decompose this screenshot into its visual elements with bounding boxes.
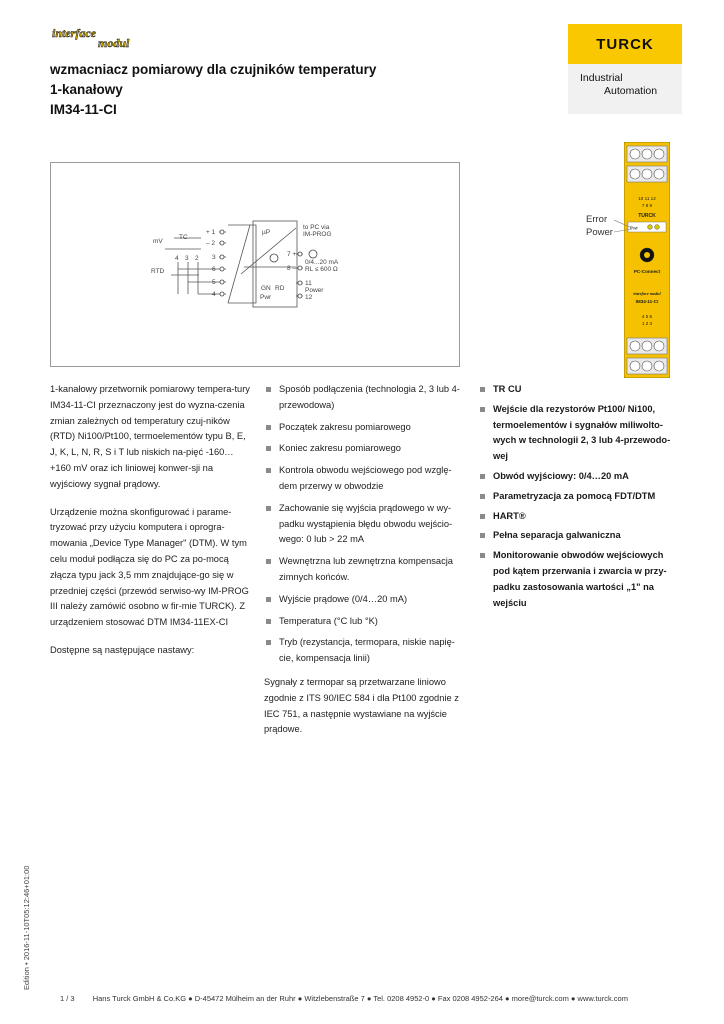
device-brand: TURCK [638,213,656,219]
bullet-icon [266,387,271,392]
bullet-icon [266,506,271,511]
led-error-icon [648,225,653,230]
list-item: Monitorowanie obwodów wejściowych pod kątem przerwania i zwarcia w przy-padku zastosowania wartości „1" na wejściu [478,548,678,611]
industrial-automation-label [568,64,682,114]
bullet-icon [480,407,485,412]
terminal-4: 4 [212,291,216,298]
label-rtd: RTD [151,268,165,275]
device-top-nums-2: 7 8 9 [641,203,653,208]
label-up: µP [262,229,271,236]
label-mv: mV [153,238,163,245]
page-title [50,60,376,120]
terminal-5: 5 [212,279,216,286]
label-output-range: 0/4...20 mA [305,259,339,266]
label-r4: 4 [175,255,179,262]
edition-stamp: Edition • 2016-11-10T05:12:46+01:00 [22,865,31,990]
turck-logo [568,24,682,64]
device-top-nums-1: 10 11 12 [638,196,656,201]
list-item: Tryb (rezystancja, termopara, niskie napię-cie, kompensacja linii) [264,635,468,667]
label-rl: RL ≤ 600 Ω [305,266,338,273]
page-footer [60,994,628,1003]
list-item: Wejście dla rezystorów Pt100/ Ni100, termoelementów i sygnałów miliwolto-wych w technologii 2, 3 lub 4-przewodo-wej [478,402,678,465]
list-item: Sposób podłączenia (technologia 2, 3 lub 4-przewodowa) [264,382,468,414]
bullet-icon [480,553,485,558]
terminal-2: – 2 [206,240,216,247]
bullet-icon [266,619,271,624]
device-brand-small: interface modul [633,291,661,296]
list-item: HART® [478,509,678,525]
bullet-icon [480,494,485,499]
bullet-icon [480,514,485,519]
device-bot-nums-2: 1 2 3 [641,321,653,326]
list-item: Zachowanie się wyjścia prądowego w wy-padku wystąpienia błędu obwodu wejścio-wego: 0 lub > 22 mA [264,501,468,548]
legend-error: Error [586,214,608,225]
description-paragraph-3: Dostępne są następujące nastawy: [50,644,195,655]
bullet-icon [480,533,485,538]
list-item: TR CU [478,382,678,398]
device-pc-connect: PC-Connect [633,269,661,274]
svg-text:interface: interface [52,26,96,40]
description-paragraph-1: 1-kanałowy przetwornik pomiarowy tempera-tury IM34-11-CI przeznaczony jest do wyzna-czenia zmian zależnych od temperatury czuj-ników (RTD) Ni100/Pt100, termoelementów typu B, E, J, K, L, N, R, S i T lub niskich na-pięć -160…+160 mV oraz ich liniowej konwer-sji na wyjściowy sygnał prądowy. [50,384,250,489]
legend-power: Power [586,227,613,238]
signal-processing-paragraph: Sygnały z termopar są przetwarzane liniowo zgodnie z ITS 90/IEC 584 i dla Pt100 zgodnie z IEC 751, a następnie wystawiane na wyjście prądowe. [264,676,459,735]
device-bot-nums-1: 4 5 6 [641,314,653,319]
settings-list [264,382,468,667]
terminal-1: + 1 [206,229,216,236]
label-tc: TC [179,234,188,241]
label-r2: 2 [195,255,199,262]
label-power: Power [305,287,324,294]
label-gn: GN [261,285,271,292]
label-pwr: Pwr [260,294,272,301]
bullet-icon [480,474,485,479]
terminal-3: 3 [212,254,216,261]
terminal-12: 12 [305,294,313,301]
features-list [478,382,678,611]
led-power-icon [655,225,660,230]
terminal-11: 11 [305,280,312,287]
device-pwr-label: Pwr [630,225,638,231]
terminal-8: 8 – [287,265,297,272]
list-item: Koniec zakresu pomiarowego [264,441,468,457]
bullet-icon [480,387,485,392]
page-number: 1 / 3 [60,994,75,1003]
terminal-6: 6 [212,266,216,273]
list-item: Pełna separacja galwaniczna [478,528,678,544]
industrial-text: Industrial [580,72,623,84]
title-line-2: 1-kanałowy [50,82,123,97]
company-address: Hans Turck GmbH & Co.KG ● D-45472 Mülheim an der Ruhr ● Witzlebenstraße 7 ● Tel. 0208 4952-0 ● Fax 0208 4952-264 ● more@turck.com ● www.turck.com [92,994,628,1003]
list-item: Początek zakresu pomiarowego [264,420,468,436]
turck-logo-text: TURCK [596,36,654,53]
list-item: Kontrola obwodu wejściowego pod wzglę-dem przerwy w obwodzie [264,463,468,495]
bullet-icon [266,468,271,473]
list-item: Obwód wyjściowy: 0/4…20 mA [478,469,678,485]
wiring-diagram [50,162,460,367]
list-item: Parametryzacja za pomocą FDT/DTM [478,489,678,505]
list-item: Wyjście prądowe (0/4…20 mA) [264,592,468,608]
list-item: Wewnętrzna lub zewnętrzna kompensacja zimnych końców. [264,554,468,586]
bullet-icon [266,559,271,564]
description-paragraph-2: Urządzenie można skonfigurować i parame-tryzować przy użyciu komputera i oprogra-mowania „Device Type Manager" (DTM). W tym celu moduł podłącza się do PC za po-mocą złącza typu jack 3,5 mm znajdujące-go się w przedniej części (przewód serwiso-wy IM-PROG III należy zamówić osobno w fir-mie TURCK). Z urządzeniem stosować DTM IM34-11EX-CI [50,506,249,628]
label-r3: 3 [185,255,189,262]
title-line-1: wzmacniacz pomiarowy dla czujników temperatury [50,62,377,77]
title-line-3: IM34-11-CI [50,102,117,117]
legend-leader-lines [614,214,634,236]
svg-text:modul: modul [98,36,130,50]
features-column [478,382,678,615]
bullet-icon [266,446,271,451]
interface-modul-logo [48,26,184,50]
automation-text: Automation [604,85,658,97]
bullet-icon [266,640,271,645]
list-item: Temperatura (°C lub °K) [264,614,468,630]
description-column [50,382,250,671]
bullet-icon [266,425,271,430]
bullet-icon [266,597,271,602]
settings-column [264,382,468,750]
label-to-pc: to PC via [303,224,330,231]
device-illustration [624,142,670,378]
terminal-7: 7 + [287,251,297,258]
label-im-prog: IM-PROG [303,231,332,238]
device-model: IM34-11-CI [635,299,659,304]
label-rd: RD [275,285,285,292]
